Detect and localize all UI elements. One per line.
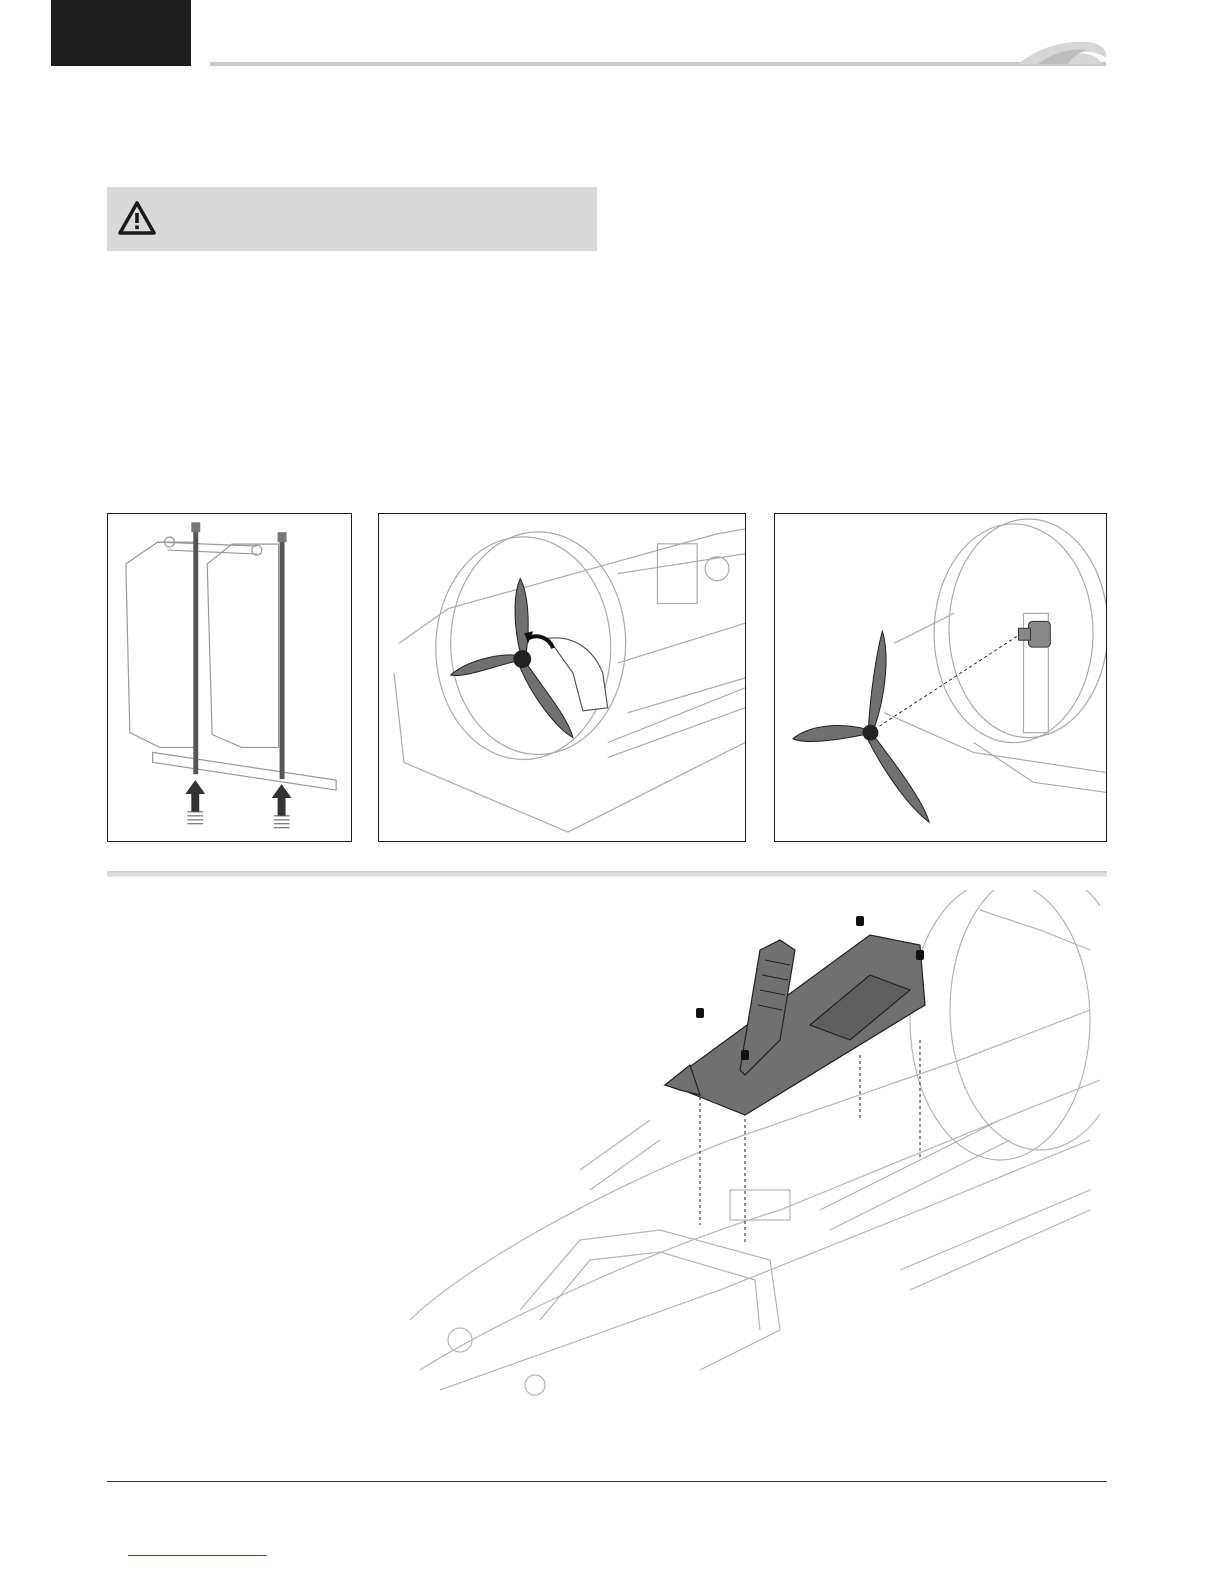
figure-rudders xyxy=(107,513,352,842)
rudder-assembly-illustration xyxy=(108,514,351,841)
propeller-shaft-illustration xyxy=(775,514,1106,841)
section-tab xyxy=(51,0,191,66)
figure-propeller-shaft xyxy=(774,513,1107,842)
brand-swoosh-logo xyxy=(1018,38,1108,68)
section-divider xyxy=(107,871,1107,877)
footer-link[interactable] xyxy=(128,1555,267,1556)
warning-triangle-icon xyxy=(117,200,157,236)
header-rule xyxy=(210,62,1106,66)
figure-propeller-removal xyxy=(378,513,746,842)
footer-rule xyxy=(107,1481,1107,1482)
hovercraft-cockpit-illustration xyxy=(400,890,1100,1400)
propeller-removal-illustration xyxy=(379,514,745,841)
warning-box xyxy=(107,187,597,251)
